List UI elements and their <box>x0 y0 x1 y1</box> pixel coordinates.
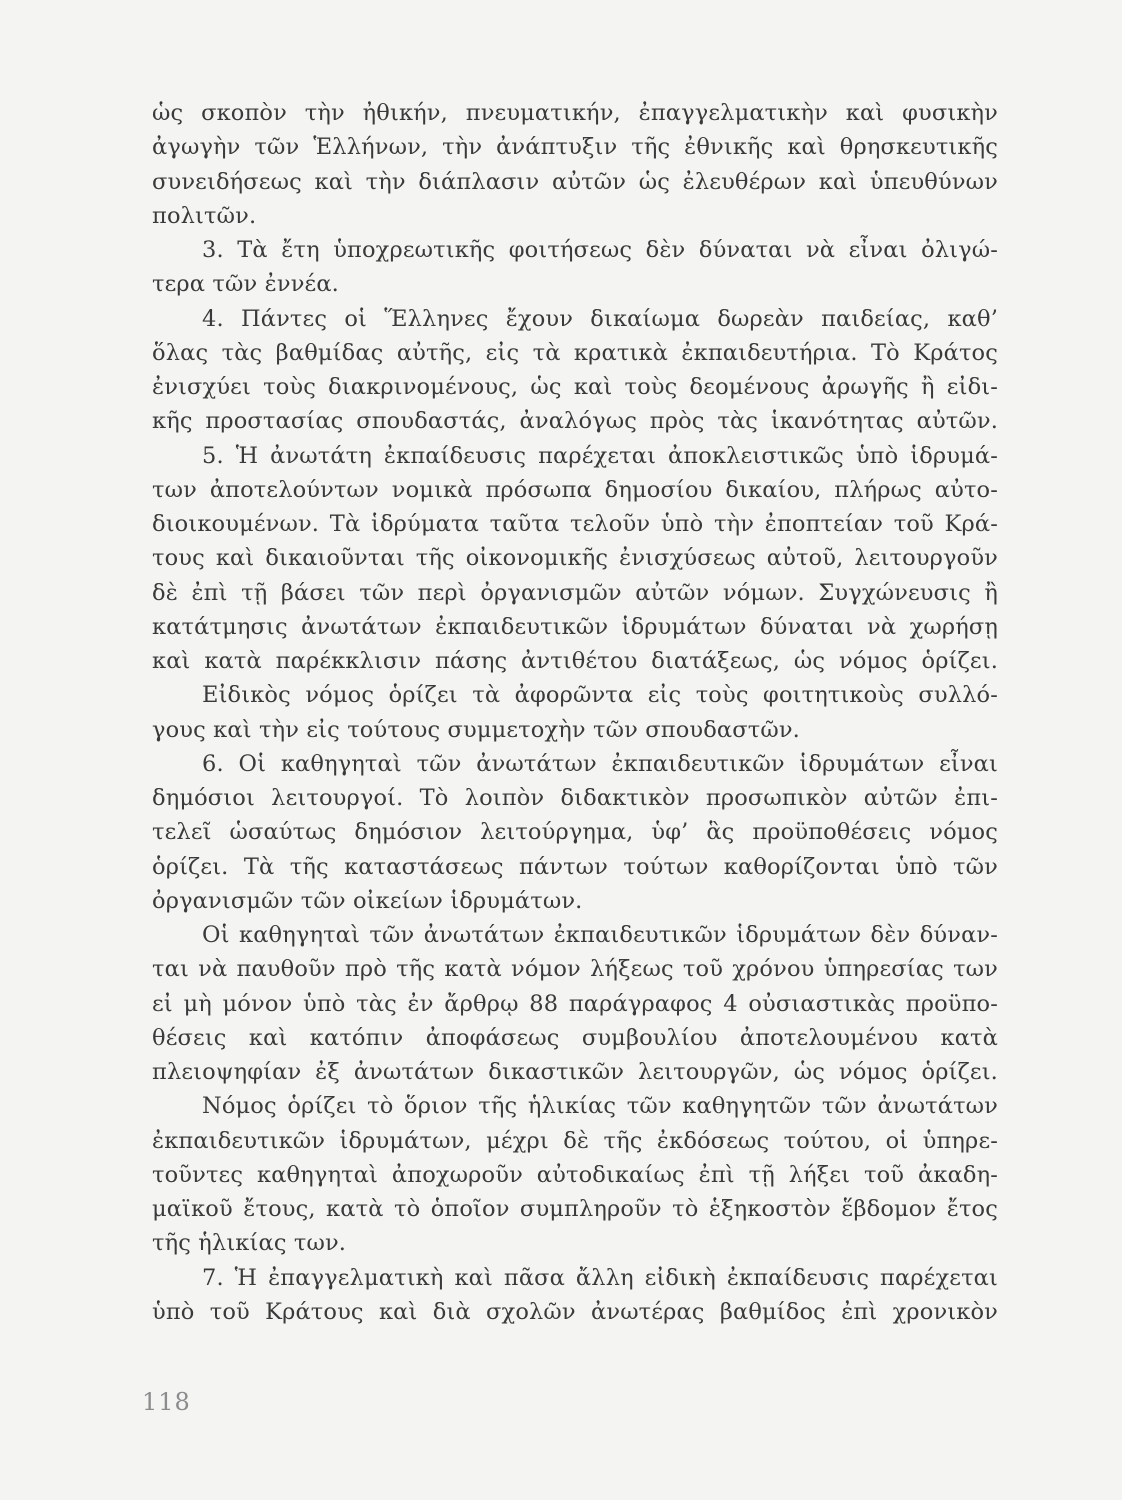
text-line: τερα τῶν ἐννέα. <box>152 271 339 298</box>
text-line: Οἱ καθηγηταὶ τῶν ἀνωτάτων ἐκπαιδευτικῶν ἱδρυμάτων δὲν δύναν- <box>202 922 998 948</box>
text-line: τελεῖ ὡσαύτως δημόσιον λειτούργημα, ὑφ’ ἃς προϋποθέσεις νόμος <box>152 819 998 846</box>
text-line: Εἰδικὸς νόμος ὁρίζει τὰ ἀφορῶντα εἰς τοὺς φοιτητικοὺς συλλό- <box>202 682 998 709</box>
text-line: κατάτμησις ἀνωτάτων ἐκπαιδευτικῶν ἱδρυμάτων δύναται νὰ χωρήσῃ <box>152 613 998 640</box>
text-line: ὑπὸ τοῦ Κράτους καὶ διὰ σχολῶν ἀνωτέρας βαθμίδος ἐπὶ χρονικὸν <box>152 1298 998 1325</box>
text-line: 3. Τὰ ἔτη ὑποχρεωτικῆς φοιτήσεως δὲν δύναται νὰ εἶναι ὀλιγώ- <box>202 237 998 263</box>
text-line: 6. Οἱ καθηγηταὶ τῶν ἀνωτάτων ἐκπαιδευτικῶν ἱδρυμάτων εἶναι <box>202 750 998 777</box>
text-line: δὲ ἐπὶ τῇ βάσει τῶν περὶ ὀργανισμῶν αὐτῶν νόμων. Συγχώνευσις ἢ <box>152 579 998 606</box>
text-line: διοικουμένων. Τὰ ἱδρύματα ταῦτα τελοῦν ὑπὸ τὴν ἐποπτείαν τοῦ Κρά- <box>152 511 998 537</box>
text-line: 7. Ἡ ἐπαγγελματικὴ καὶ πᾶσα ἄλλη εἰδικὴ ἐκπαίδευσις παρέχεται <box>202 1264 998 1291</box>
text-line: θέσεις καὶ κατόπιν ἀποφάσεως συμβουλίου ἀποτελουμένου κατὰ <box>152 1024 998 1051</box>
text-line: τους καὶ δικαιοῦνται τῆς οἰκονομικῆς ἐνισχύσεως αὐτοῦ, λειτουργοῦν <box>152 545 998 572</box>
text-line: ὡς σκοπὸν τὴν ἠθικήν, πνευματικήν, ἐπαγγελματικὴν καὶ φυσικὴν <box>152 100 998 126</box>
text-line: 5. Ἡ ἀνωτάτη ἐκπαίδευσις παρέχεται ἀποκλειστικῶς ὑπὸ ἱδρυμά- <box>202 442 998 469</box>
text-line: ται νὰ παυθοῦν πρὸ τῆς κατὰ νόμον λήξεως τοῦ χρόνου ὑπηρεσίας των <box>152 956 998 983</box>
text-line: ὀργανισμῶν τῶν οἰκείων ἱδρυμάτων. <box>152 887 583 914</box>
text-line: 4. Πάντες οἱ Ἕλληνες ἔχουν δικαίωμα δωρεὰν παιδείας, καθ’ <box>202 305 998 332</box>
text-line: γους καὶ τὴν εἰς τούτους συμμετοχὴν τῶν σπουδαστῶν. <box>152 716 800 743</box>
text-line: πολιτῶν. <box>152 202 257 229</box>
text-line: Νόμος ὁρίζει τὸ ὅριον τῆς ἡλικίας τῶν καθηγητῶν τῶν ἀνωτάτων <box>202 1093 998 1120</box>
text-line: ἐκπαιδευτικῶν ἱδρυμάτων, μέχρι δὲ τῆς ἐκδόσεως τούτου, οἱ ὑπηρε- <box>152 1127 998 1154</box>
page-number: 118 <box>142 1388 191 1416</box>
page-text <box>152 96 998 1329</box>
text-line: τῆς ἡλικίας των. <box>152 1230 347 1257</box>
text-line: συνειδήσεως καὶ τὴν διάπλασιν αὐτῶν ὡς ἐλευθέρων καὶ ὑπευθύνων <box>152 168 998 195</box>
text-line: ἀγωγὴν τῶν Ἑλλήνων, τὴν ἀνάπτυξιν τῆς ἐθνικῆς καὶ θρησκευτικῆς <box>152 134 998 161</box>
text-line: μαϊκοῦ ἔτους, κατὰ τὸ ὁποῖον συμπληροῦν τὸ ἑξηκοστὸν ἕβδομον ἔτος <box>152 1196 998 1222</box>
text-line: ὅλας τὰς βαθμίδας αὐτῆς, εἰς τὰ κρατικὰ ἐκπαιδευτήρια. Τὸ Κράτος <box>152 339 998 366</box>
text-line: κῆς προστασίας σπουδαστάς, ἀναλόγως πρὸς τὰς ἱκανότητας αὐτῶν. <box>152 408 998 435</box>
text-line: των ἀποτελούντων νομικὰ πρόσωπα δημοσίου δικαίου, πλήρως αὐτο- <box>152 476 998 503</box>
text-line: καὶ κατὰ παρέκκλισιν πάσης ἀντιθέτου διατάξεως, ὡς νόμος ὁρίζει. <box>152 648 998 674</box>
text-line: τοῦντες καθηγηταὶ ἀποχωροῦν αὐτοδικαίως ἐπὶ τῇ λήξει τοῦ ἀκαδη- <box>152 1161 998 1188</box>
text-line: εἰ μὴ μόνον ὑπὸ τὰς ἐν ἄρθρῳ 88 παράγραφος 4 οὐσιαστικὰς προϋπο- <box>152 990 998 1017</box>
text-line: ἐνισχύει τοὺς διακρινομένους, ὡς καὶ τοὺς δεομένους ἀρωγῆς ἢ εἰδι- <box>152 374 998 400</box>
text-line: πλειοψηφίαν ἐξ ἀνωτάτων δικαστικῶν λειτουργῶν, ὡς νόμος ὁρίζει. <box>152 1059 998 1085</box>
text-line: δημόσιοι λειτουργοί. Τὸ λοιπὸν διδακτικὸν προσωπικὸν αὐτῶν ἐπι- <box>152 785 998 811</box>
text-line: ὁρίζει. Τὰ τῆς καταστάσεως πάντων τούτων καθορίζονται ὑπὸ τῶν <box>152 853 998 880</box>
